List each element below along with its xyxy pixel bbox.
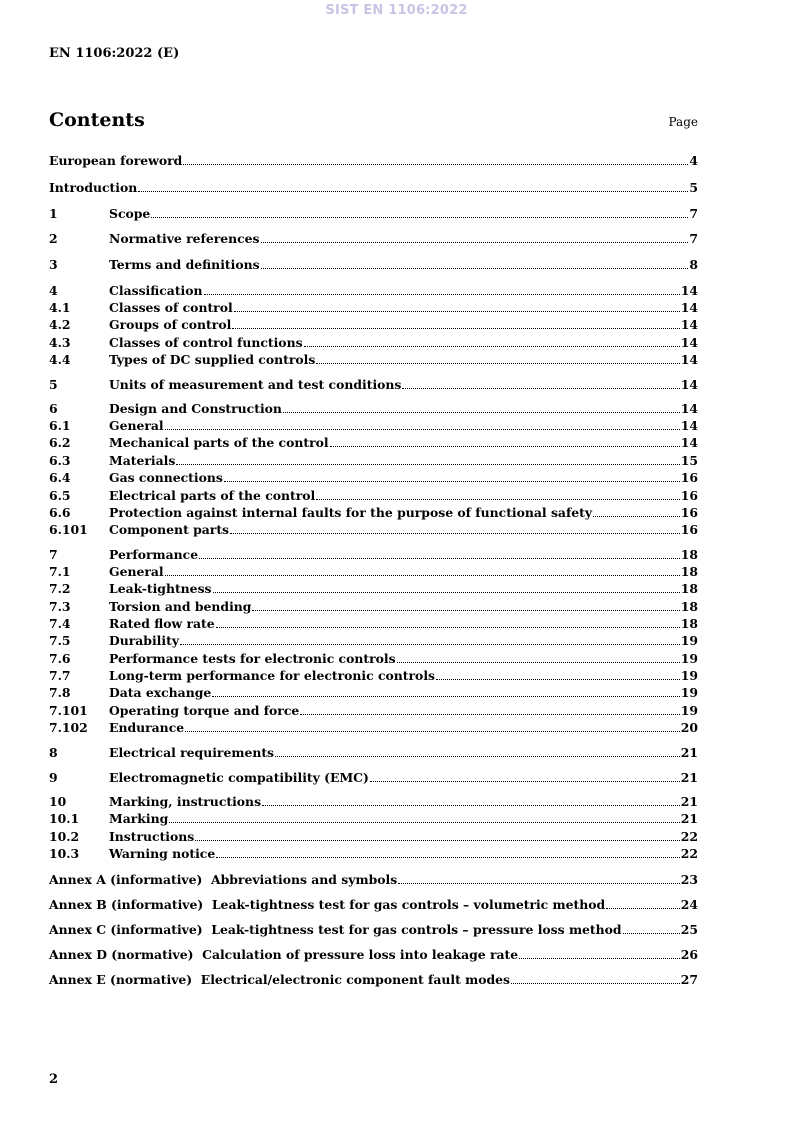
toc-entry-number: 7.5 [49, 633, 71, 648]
toc-entry-title: European foreword [49, 153, 183, 168]
page-column-label: Page [668, 115, 698, 129]
toc-entry-page: 7 [689, 231, 698, 246]
toc-entry-page: 19 [680, 668, 698, 683]
toc-entry-number: 6.5 [49, 488, 71, 503]
toc-entry-number: 7.1 [49, 564, 71, 579]
toc-entry-page: 14 [680, 418, 698, 433]
toc-dot-leader [511, 972, 680, 984]
toc-entry[interactable] [49, 179, 698, 196]
toc-dot-leader [185, 720, 680, 732]
toc-entry[interactable] [49, 230, 698, 247]
toc-entry[interactable] [49, 871, 698, 888]
toc-entry[interactable] [49, 615, 698, 632]
toc-entry-number: 5 [49, 377, 58, 392]
toc-entry[interactable] [49, 580, 698, 597]
toc-entry-title: Annex E (normative) Electrical/electronic component fault modes [49, 972, 511, 987]
toc-entry-number: 3 [49, 257, 58, 272]
toc-dot-leader [151, 206, 688, 218]
toc-entry-title: Mechanical parts of the control [109, 435, 329, 450]
toc-entry-page: 18 [680, 581, 698, 596]
toc-entry-number: 4.3 [49, 335, 71, 350]
toc-entry-page: 25 [680, 922, 698, 937]
toc-entry-title: Performance tests for electronic controls [109, 651, 396, 666]
toc-entry-page: 14 [680, 377, 698, 392]
toc-entry-number: 9 [49, 770, 58, 785]
toc-entry[interactable] [49, 334, 698, 351]
toc-entry-title: Terms and definitions [109, 257, 260, 272]
toc-entry-number: 7.6 [49, 651, 71, 666]
toc-entry-title: Operating torque and force [109, 703, 300, 718]
toc-entry-page: 4 [689, 153, 698, 168]
toc-dot-leader [402, 377, 679, 389]
toc-entry[interactable] [49, 921, 698, 938]
toc-entry-title: Introduction [49, 180, 138, 195]
page-number: 2 [49, 1072, 59, 1087]
toc-dot-leader [261, 231, 689, 243]
toc-dot-leader [216, 616, 680, 628]
toc-entry-page: 14 [680, 317, 698, 332]
toc-entry[interactable] [49, 946, 698, 963]
toc-entry-page: 16 [680, 470, 698, 485]
toc-entry-page: 18 [680, 564, 698, 579]
toc-entry-number: 6.3 [49, 453, 71, 468]
toc-entry-number: 4.2 [49, 317, 71, 332]
toc-entry[interactable] [49, 769, 698, 786]
toc-entry-title: Endurance [109, 720, 185, 735]
toc-entry-title: Electrical requirements [109, 745, 275, 760]
toc-entry[interactable] [49, 205, 698, 222]
toc-entry-page: 14 [680, 335, 698, 350]
toc-entry-number: 10.3 [49, 846, 80, 861]
toc-entry[interactable] [49, 376, 698, 393]
toc-entry-title: Classes of control [109, 300, 233, 315]
toc-entry[interactable] [49, 256, 698, 273]
toc-entry[interactable] [49, 896, 698, 913]
toc-entry-page: 24 [680, 897, 698, 912]
toc-dot-leader [165, 418, 680, 430]
toc-entry[interactable] [49, 632, 698, 649]
toc-entry-title: Scope [109, 206, 151, 221]
toc-entry-page: 15 [680, 453, 698, 468]
toc-entry-title: Groups of control [109, 317, 232, 332]
toc-dot-leader [180, 633, 680, 645]
toc-entry[interactable] [49, 434, 698, 451]
toc-dot-leader [316, 352, 679, 364]
toc-entry[interactable] [49, 744, 698, 761]
toc-entry[interactable] [49, 793, 698, 810]
toc-entry-number: 2 [49, 231, 58, 246]
toc-entry-title: Materials [109, 453, 176, 468]
toc-dot-leader [623, 922, 680, 934]
toc-dot-leader [304, 335, 680, 347]
toc-entry-number: 8 [49, 745, 58, 760]
toc-entry-title: Annex A (informative) Abbreviations and symbols [49, 872, 398, 887]
toc-entry-title: General [109, 564, 164, 579]
toc-entry-number: 7.2 [49, 581, 71, 596]
toc-entry-number: 6.101 [49, 522, 88, 537]
toc-entry-page: 23 [680, 872, 698, 887]
toc-entry-page: 18 [680, 616, 698, 631]
toc-entry-page: 20 [680, 720, 698, 735]
toc-entry-title: Classification [109, 283, 203, 298]
toc-entry-number: 7.7 [49, 668, 71, 683]
toc-entry-page: 14 [680, 352, 698, 367]
toc-entry-title: General [109, 418, 164, 433]
toc-entry-title: Marking [109, 811, 169, 826]
toc-entry-number: 4.4 [49, 352, 71, 367]
toc-entry-number: 1 [49, 206, 58, 221]
watermark: SIST EN 1106:2022 [325, 3, 468, 18]
toc-entry[interactable] [49, 299, 698, 316]
toc-dot-leader [398, 872, 680, 884]
toc-entry-page: 27 [680, 972, 698, 987]
toc-entry[interactable] [49, 667, 698, 684]
toc-dot-leader [262, 794, 680, 806]
toc-dot-leader [397, 651, 680, 663]
toc-entry[interactable] [49, 152, 698, 169]
toc-entry-page: 14 [680, 435, 698, 450]
toc-dot-leader [183, 153, 688, 165]
toc-entry-number: 10 [49, 794, 67, 809]
toc-entry-page: 8 [689, 257, 698, 272]
toc-entry-title: Torsion and bending [109, 599, 252, 614]
toc-entry[interactable] [49, 521, 698, 538]
toc-entry-page: 22 [680, 829, 698, 844]
toc-entry[interactable] [49, 417, 698, 434]
toc-entry[interactable] [49, 684, 698, 701]
toc-dot-leader [169, 811, 680, 823]
toc-entry-title: Annex C (informative) Leak-tightness test for gas controls – pressure loss method [49, 922, 622, 937]
toc-entry-title: Annex D (normative) Calculation of pressure loss into leakage rate [49, 947, 519, 962]
toc-entry-number: 7.102 [49, 720, 88, 735]
toc-entry-page: 22 [680, 846, 698, 861]
toc-entry-page: 18 [680, 547, 698, 562]
toc-entry-title: Long-term performance for electronic controls [109, 668, 435, 683]
toc-entry-page: 7 [689, 206, 698, 221]
toc-entry-page: 19 [680, 633, 698, 648]
toc-entry[interactable] [49, 400, 698, 417]
toc-entry[interactable] [49, 719, 698, 736]
toc-entry[interactable] [49, 563, 698, 580]
toc-entry[interactable] [49, 452, 698, 469]
toc-dot-leader [199, 547, 680, 559]
toc-entry-title: Electrical parts of the control [109, 488, 316, 503]
toc-dot-leader [224, 470, 680, 482]
toc-entry-number: 10.1 [49, 811, 80, 826]
toc-dot-leader [232, 317, 679, 329]
toc-entry[interactable] [49, 351, 698, 368]
toc-entry[interactable] [49, 971, 698, 988]
toc-entry-number: 6.2 [49, 435, 71, 450]
toc-entry-number: 7 [49, 547, 58, 562]
toc-entry[interactable] [49, 469, 698, 486]
toc-dot-leader [283, 401, 680, 413]
toc-entry-page: 16 [680, 488, 698, 503]
toc-dot-leader [234, 300, 680, 312]
toc-entry[interactable] [49, 487, 698, 504]
toc-entry-title: Types of DC supplied controls [109, 352, 316, 367]
toc-entry-page: 16 [680, 522, 698, 537]
toc-entry[interactable] [49, 546, 698, 563]
toc-entry-title: Data exchange [109, 685, 212, 700]
toc-entry-title: Rated flow rate [109, 616, 215, 631]
toc-dot-leader [606, 897, 680, 909]
toc-entry-page: 19 [680, 703, 698, 718]
toc-entry[interactable] [49, 316, 698, 333]
toc-entry[interactable] [49, 810, 698, 827]
toc-entry-title: Annex B (informative) Leak-tightness test for gas controls – volumetric method [49, 897, 606, 912]
toc-entry-page: 21 [680, 794, 698, 809]
toc-entry-page: 5 [689, 180, 698, 195]
toc-entry-page: 14 [680, 300, 698, 315]
toc-entry-number: 7.4 [49, 616, 71, 631]
toc-entry-title: Classes of control functions [109, 335, 303, 350]
toc-dot-leader [370, 770, 680, 782]
toc-entry-page: 18 [680, 599, 698, 614]
toc-dot-leader [436, 668, 680, 680]
toc-entry-number: 6.4 [49, 470, 71, 485]
toc-entry-title: Normative references [109, 231, 260, 246]
toc-entry[interactable] [49, 845, 698, 862]
toc-entry-page: 21 [680, 811, 698, 826]
toc-entry[interactable] [49, 598, 698, 615]
toc-entry-page: 26 [680, 947, 698, 962]
toc-dot-leader [230, 522, 680, 534]
toc-dot-leader [519, 947, 680, 959]
toc-entry-title: Marking, instructions [109, 794, 262, 809]
toc-dot-leader [165, 564, 680, 576]
toc-dot-leader [204, 283, 680, 295]
toc-entry-page: 19 [680, 685, 698, 700]
toc-dot-leader [212, 685, 680, 697]
toc-entry-title: Protection against internal faults for the purpose of functional safety [109, 505, 593, 520]
toc-entry-page: 19 [680, 651, 698, 666]
toc-dot-leader [252, 599, 679, 611]
document-id: EN 1106:2022 (E) [49, 46, 180, 61]
toc-dot-leader [176, 453, 679, 465]
contents-title: Contents [49, 109, 145, 131]
toc-entry[interactable] [49, 702, 698, 719]
toc-dot-leader [138, 180, 688, 192]
toc-entry[interactable] [49, 282, 698, 299]
toc-entry-title: Instructions [109, 829, 195, 844]
toc-entry-title: Warning notice [109, 846, 216, 861]
toc-dot-leader [593, 505, 680, 517]
toc-entry-page: 21 [680, 745, 698, 760]
toc-dot-leader [216, 846, 680, 858]
toc-entry-title: Gas connections [109, 470, 223, 485]
toc-entry-number: 6 [49, 401, 58, 416]
toc-entry-title: Performance [109, 547, 199, 562]
toc-entry-page: 14 [680, 401, 698, 416]
toc-entry-page: 16 [680, 505, 698, 520]
toc-dot-leader [195, 829, 679, 841]
toc-entry-number: 4 [49, 283, 58, 298]
toc-entry-title: Units of measurement and test conditions [109, 377, 402, 392]
toc-entry-title: Leak-tightness [109, 581, 212, 596]
toc-entry-title: Electromagnetic compatibility (EMC) [109, 770, 369, 785]
toc-dot-leader [300, 703, 679, 715]
toc-dot-leader [275, 745, 680, 757]
toc-entry-number: 4.1 [49, 300, 71, 315]
toc-entry-title: Component parts [109, 522, 230, 537]
toc-dot-leader [330, 435, 680, 447]
toc-entry-number: 7.101 [49, 703, 88, 718]
toc-entry-page: 21 [680, 770, 698, 785]
toc-entry[interactable] [49, 828, 698, 845]
toc-dot-leader [316, 488, 680, 500]
toc-dot-leader [213, 581, 680, 593]
toc-entry-title: Durability [109, 633, 180, 648]
toc-entry[interactable] [49, 504, 698, 521]
toc-entry-page: 14 [680, 283, 698, 298]
toc-entry-number: 7.8 [49, 685, 71, 700]
toc-entry-number: 10.2 [49, 829, 80, 844]
toc-entry-number: 6.1 [49, 418, 71, 433]
toc-entry[interactable] [49, 650, 698, 667]
toc-entry-number: 7.3 [49, 599, 71, 614]
toc-dot-leader [261, 257, 689, 269]
toc-entry-title: Design and Construction [109, 401, 282, 416]
toc-entry-number: 6.6 [49, 505, 71, 520]
